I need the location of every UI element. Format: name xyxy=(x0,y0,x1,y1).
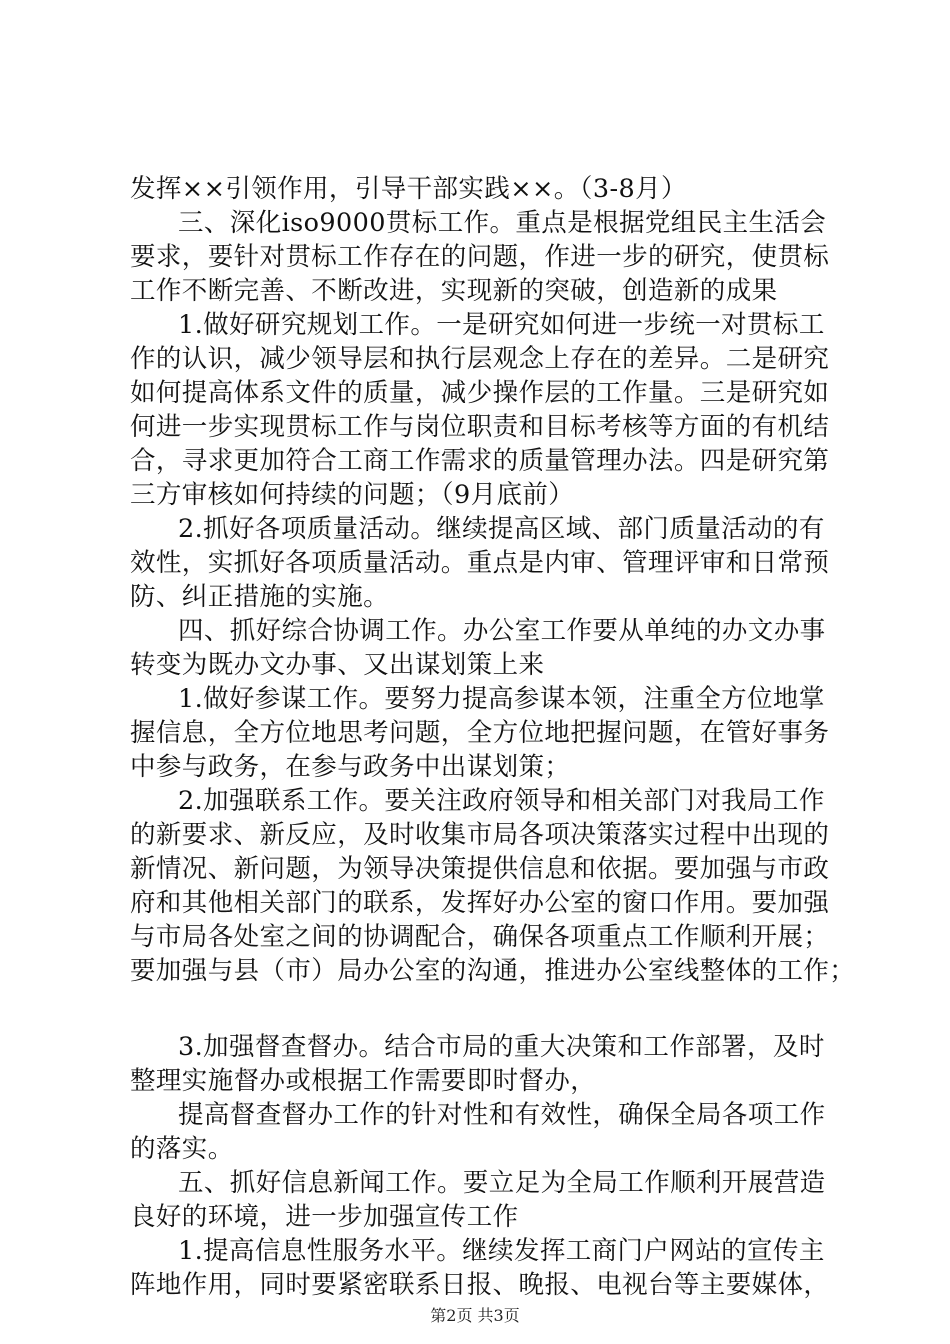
text-line: 整理实施督办或根据工作需要即时督办， xyxy=(130,1066,597,1096)
text-line: 3.加强督查督办。结合市局的重大决策和工作部署，及时 xyxy=(178,1032,825,1062)
text-line: 握信息，全方位地思考问题，全方位地把握问题，在管好事务 xyxy=(130,718,830,748)
text-line: 良好的环境，进一步加强宣传工作 xyxy=(130,1202,519,1232)
text-line: 1.做好参谋工作。要努力提高参谋本领，注重全方位地掌 xyxy=(178,684,825,714)
text-line: 何进一步实现贯标工作与岗位职责和目标考核等方面的有机结 xyxy=(130,412,830,442)
text-line: 2.抓好各项质量活动。继续提高区域、部门质量活动的有 xyxy=(178,514,825,544)
text-line: 阵地作用，同时要紧密联系日报、晚报、电视台等主要媒体， xyxy=(130,1270,830,1300)
text-line: 中参与政务，在参与政务中出谋划策； xyxy=(130,752,571,782)
text-line: 合，寻求更加符合工商工作需求的质量管理办法。四是研究第 xyxy=(130,446,830,476)
text-line: 要加强与县（市）局办公室的沟通，推进办公室线整体的工作； xyxy=(130,956,856,986)
text-line: 作的认识，减少领导层和执行层观念上存在的差异。二是研究 xyxy=(130,344,830,374)
text-line: 与市局各处室之间的协调配合，确保各项重点工作顺利开展； xyxy=(130,922,830,952)
text-line: 府和其他相关部门的联系，发挥好办公室的窗口作用。要加强 xyxy=(130,888,830,918)
text-line: 1.提高信息性服务水平。继续发挥工商门户网站的宣传主 xyxy=(178,1236,825,1266)
text-line: 四、抓好综合协调工作。办公室工作要从单纯的办文办事 xyxy=(178,616,826,646)
page-footer: 第2页 共3页 xyxy=(430,1306,520,1325)
text-line: 1.做好研究规划工作。一是研究如何进一步统一对贯标工 xyxy=(178,310,825,340)
text-line: 五、抓好信息新闻工作。要立足为全局工作顺利开展营造 xyxy=(178,1168,826,1198)
text-line: 新情况、新问题，为领导决策提供信息和依据。要加强与市政 xyxy=(130,854,830,884)
text-line: 转变为既办文办事、又出谋划策上来 xyxy=(130,650,545,680)
text-line: 2.加强联系工作。要关注政府领导和相关部门对我局工作 xyxy=(178,786,825,816)
text-line: 要求，要针对贯标工作存在的问题，作进一步的研究，使贯标 xyxy=(130,242,830,272)
text-line: 如何提高体系文件的质量，减少操作层的工作量。三是研究如 xyxy=(130,378,830,408)
text-line: 效性，实抓好各项质量活动。重点是内审、管理评审和日常预 xyxy=(130,548,830,578)
text-line: 发挥××引领作用，引导干部实践××。（3-8月） xyxy=(130,174,687,204)
text-line: 的新要求、新反应，及时收集市局各项决策落实过程中出现的 xyxy=(130,820,830,850)
text-line: 三、深化iso9000贯标工作。重点是根据党组民主生活会 xyxy=(178,208,827,238)
text-line: 三方审核如何持续的问题；（9月底前） xyxy=(130,480,575,510)
text-line: 防、纠正措施的实施。 xyxy=(130,582,390,612)
text-line: 提高督查督办工作的针对性和有效性，确保全局各项工作 xyxy=(178,1100,826,1130)
text-line: 工作不断完善、不断改进，实现新的突破，创造新的成果 xyxy=(130,276,778,306)
text-line: 的落实。 xyxy=(130,1134,234,1164)
